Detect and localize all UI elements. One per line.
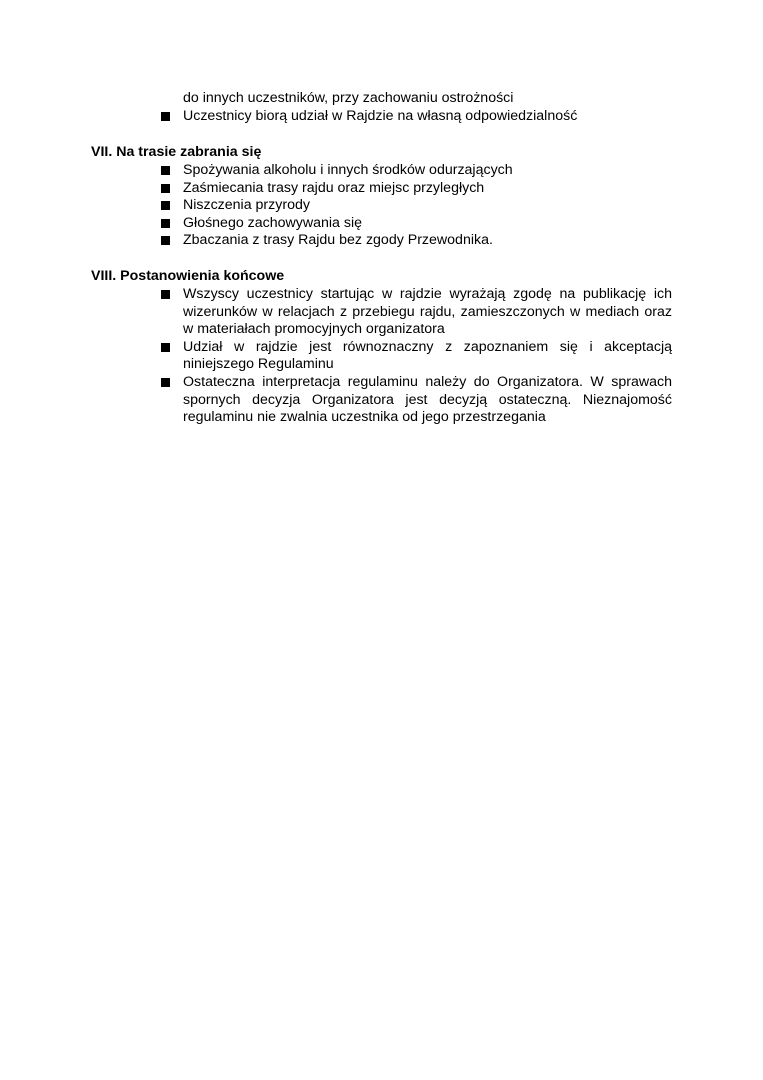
square-bullet-icon (161, 290, 170, 299)
list-item (183, 374, 672, 427)
list-item (183, 162, 672, 180)
square-bullet-icon (161, 236, 170, 245)
final-provisions-list (183, 286, 672, 427)
square-bullet-icon (161, 343, 170, 352)
list-item-text: Zbaczania z trasy Rajdu bez zgody Przewodnika. (183, 232, 493, 249)
section-heading-viii: VIII. Postanowienia końcowe (91, 268, 285, 284)
list-item (183, 180, 672, 198)
square-bullet-icon (161, 112, 170, 121)
list-item-text: Uczestnicy biorą udział w Rajdzie na własną odpowiedzialność (183, 108, 578, 124)
list-item-text: Wszyscy uczestnicy startując w rajdzie wyrażają zgodę na publikację ich wizerunków w relacjach z przebiegu rajdu, zamieszczonych w mediach oraz w materiałach promocyjnych organizatora (183, 286, 672, 338)
list-item-text: Spożywania alkoholu i innych środków odurzających (183, 162, 513, 178)
responsibility-list (183, 108, 672, 126)
list-item-text: Zaśmiecania trasy rajdu oraz miejsc przyległych (183, 179, 485, 196)
list-item (183, 108, 672, 126)
square-bullet-icon (161, 378, 170, 387)
list-item (183, 232, 672, 250)
list-item-text: Głośnego zachowywania się (183, 214, 363, 231)
list-item-text: Niszczenia przyrody (183, 197, 310, 214)
square-bullet-icon (161, 166, 170, 175)
list-item (183, 339, 672, 374)
list-item (183, 286, 672, 339)
list-item (183, 215, 672, 233)
list-item (183, 197, 672, 215)
square-bullet-icon (161, 201, 170, 210)
square-bullet-icon (161, 184, 170, 193)
prohibitions-list (183, 162, 672, 250)
square-bullet-icon (161, 219, 170, 228)
continued-list-text: do innych uczestników, przy zachowaniu ostrożności (183, 90, 514, 106)
list-item-text: Ostateczna interpretacja regulaminu należy do Organizatora. W sprawach spornych decyzja Organizatora jest decyzją ostateczną. Nieznajomość regulaminu nie zwalnia uczestnika od jego przestrzegania (183, 373, 672, 426)
list-item-text: Udział w rajdzie jest równoznaczny z zapoznaniem się i akceptacją niniejszego Regulaminu (183, 338, 672, 373)
section-heading-vii: VII. Na trasie zabrania się (91, 144, 262, 160)
